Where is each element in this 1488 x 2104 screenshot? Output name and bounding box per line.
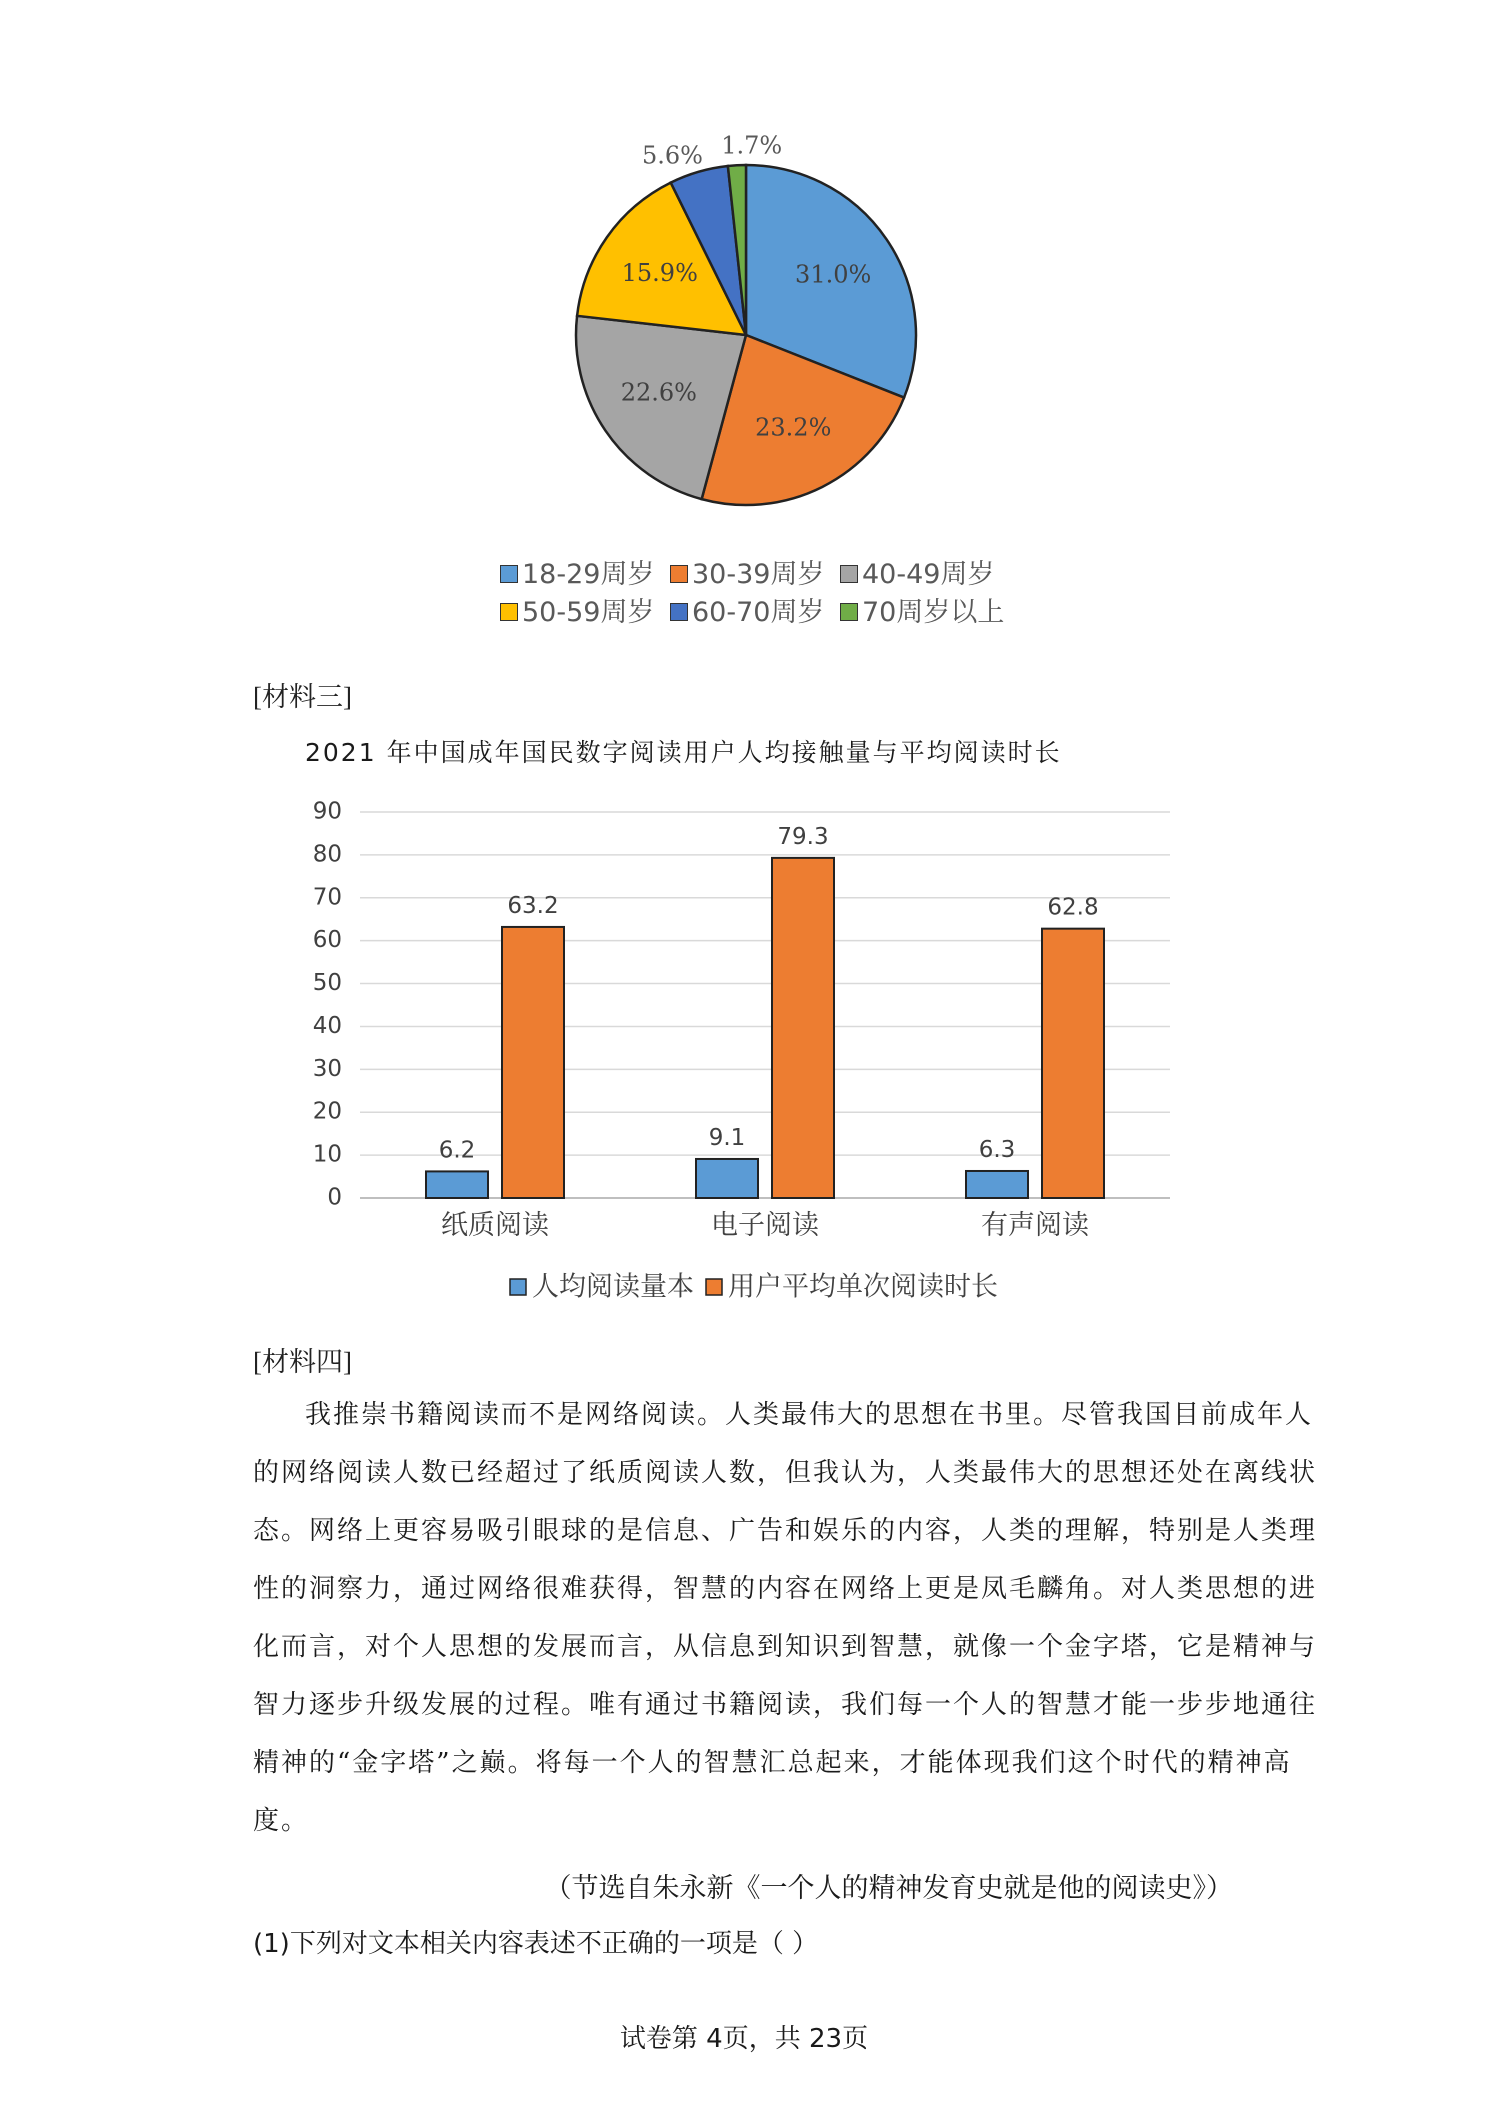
pie-data-label: 15.9% — [621, 258, 698, 287]
legend-swatch — [670, 565, 688, 583]
paragraph-line: 度。 — [253, 1806, 310, 1836]
material-three-label: [材料三] — [253, 682, 352, 712]
bar — [1042, 929, 1104, 1198]
paragraph-line: 智力逐步升级发展的过程。唯有通过书籍阅读，我们每一个人的智慧才能一步步地通往 — [253, 1690, 1318, 1720]
legend-swatch — [670, 603, 688, 621]
y-tick-label: 0 — [327, 1184, 342, 1211]
legend-swatch — [500, 603, 518, 621]
y-tick-label: 80 — [312, 841, 342, 868]
bar-data-label: 63.2 — [507, 892, 559, 919]
y-tick-label: 60 — [312, 927, 342, 954]
pie-data-label: 5.6% — [641, 141, 703, 170]
bar-data-label: 6.2 — [438, 1137, 476, 1164]
x-category-label: 纸质阅读 — [441, 1210, 549, 1241]
bar-data-label: 79.3 — [777, 823, 829, 850]
legend-swatch — [706, 1279, 722, 1295]
x-category-label: 有声阅读 — [981, 1210, 1089, 1241]
y-tick-label: 40 — [312, 1012, 342, 1039]
bar — [696, 1159, 758, 1198]
bar — [772, 858, 834, 1198]
pie-data-label: 23.2% — [755, 413, 832, 442]
legend-label: 18-29周岁 — [522, 559, 655, 590]
paragraph-line: 的网络阅读人数已经超过了纸质阅读人数，但我认为，人类最伟大的思想还处在离线状 — [253, 1458, 1318, 1488]
paragraph-line: 性的洞察力，通过网络很难获得，智慧的内容在网络上更是凤毛麟角。对人类思想的进 — [253, 1574, 1318, 1604]
y-tick-label: 90 — [312, 798, 342, 825]
age-pie-chart — [560, 120, 940, 520]
y-tick-label: 10 — [312, 1141, 342, 1168]
pie-legend-item — [500, 560, 654, 590]
pie-legend-item — [840, 560, 994, 590]
bar-data-label: 6.3 — [978, 1136, 1016, 1163]
paragraph-line: 态。网络上更容易吸引眼球的是信息、广告和娱乐的内容，人类的理解，特别是人类理 — [253, 1516, 1318, 1546]
bar-data-label: 62.8 — [1047, 894, 1099, 921]
pie-data-label: 1.7% — [721, 131, 783, 160]
paragraph-line: 化而言，对个人思想的发展而言，从信息到知识到智慧，就像一个金字塔，它是精神与 — [253, 1632, 1318, 1662]
reading-bar-chart — [280, 785, 1200, 1305]
bar — [502, 927, 564, 1198]
legend-swatch — [510, 1279, 526, 1295]
legend-label: 用户平均单次阅读时长 — [728, 1271, 998, 1303]
y-tick-label: 30 — [312, 1055, 342, 1082]
source-citation: （节选自朱永新《一个人的精神发育史就是他的阅读史》） — [544, 1873, 1233, 1904]
y-tick-label: 50 — [312, 970, 342, 997]
bar — [426, 1171, 488, 1198]
paragraph-line: 精神的“金字塔”之巅。将每一个人的智慧汇总起来，才能体现我们这个时代的精神高 — [253, 1748, 1292, 1778]
legend-label: 70周岁以上 — [862, 597, 1005, 628]
material-four-paragraph — [253, 1386, 1318, 1850]
page-footer: 试卷第 4页，共 23页 — [619, 2024, 869, 2054]
legend-swatch — [840, 565, 858, 583]
pie-legend-item — [840, 598, 1004, 628]
bar-chart-title: 2021 年中国成年国民数字阅读用户人均接触量与平均阅读时长 — [305, 738, 1062, 767]
question-text: (1)下列对文本相关内容表述不正确的一项是（ ） — [253, 1929, 819, 1959]
legend-label: 50-59周岁 — [522, 597, 655, 628]
paragraph-line: 我推崇书籍阅读而不是网络阅读。人类最伟大的思想在书里。尽管我国目前成年人 — [305, 1400, 1314, 1430]
x-category-label: 电子阅读 — [711, 1210, 819, 1241]
pie-data-label: 22.6% — [620, 378, 697, 407]
y-tick-label: 20 — [312, 1098, 342, 1125]
legend-label: 60-70周岁 — [692, 597, 825, 628]
y-tick-label: 70 — [312, 884, 342, 911]
bar — [966, 1171, 1028, 1198]
pie-data-label: 31.0% — [795, 260, 872, 289]
legend-swatch — [840, 603, 858, 621]
bar-data-label: 9.1 — [708, 1124, 746, 1151]
legend-label: 30-39周岁 — [692, 559, 825, 590]
pie-legend-item — [500, 598, 654, 628]
material-four-label: [材料四] — [253, 1347, 352, 1377]
legend-label: 40-49周岁 — [862, 559, 995, 590]
pie-legend-item — [670, 560, 824, 590]
pie-legend-item — [670, 598, 824, 628]
legend-label: 人均阅读量本 — [532, 1271, 694, 1303]
legend-swatch — [500, 565, 518, 583]
